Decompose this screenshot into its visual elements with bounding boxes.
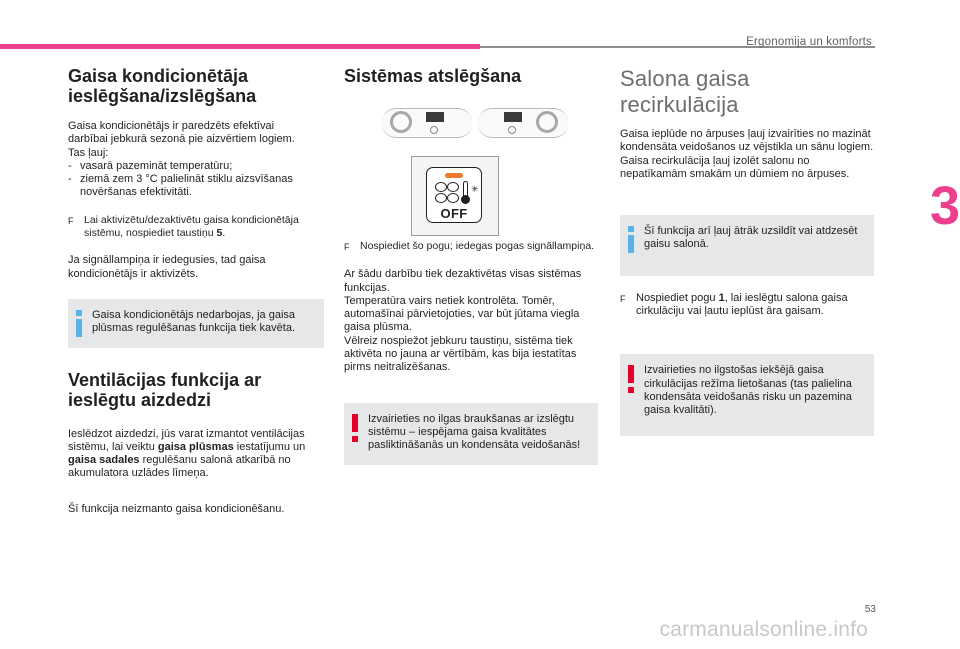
text-bold: gaisa plūsmas	[157, 440, 234, 453]
info-icon	[76, 310, 82, 338]
heading-line-2: ieslēgšana/izslēgšana	[68, 86, 257, 106]
instruction-text: Nospiediet šo pogu; iedegas pogas signāllampiņa.	[360, 240, 595, 252]
paragraph-line: Gaisa recirkulācija ļauj izolēt salonu no nepatīkamām smakām un dūmiem no ārpuses.	[620, 154, 850, 180]
intro-line: Gaisa kondicionētājs ir paredzēts efektīvai	[68, 120, 275, 132]
list-item	[68, 160, 324, 173]
indicator-lamp-icon	[445, 173, 463, 178]
watermark[interactable]: carmanualsonline.info	[659, 618, 868, 641]
heading-line-1: Ventilācijas funkcija ar	[68, 369, 262, 390]
intro-paragraph	[68, 120, 324, 160]
off-label: OFF	[440, 206, 468, 221]
off-button-illustration	[411, 156, 499, 236]
info-note-text: Šī funkcija arī ļauj ātrāk uzsildīt vai atdzesēt gaisu salonā.	[644, 225, 858, 251]
dashboard-right-icon	[478, 108, 568, 138]
benefits-list	[68, 160, 324, 200]
warning-note-text: Izvairieties no ilgas braukšanas ar izslēgtu sistēmu – iespējama gaisa kvalitātes pasliktināšanās un kondensāta veidošanās!	[368, 412, 581, 452]
list-dash: -	[68, 159, 72, 172]
instruction-text-part: Nospiediet pogu	[636, 291, 719, 304]
instruction-text-part: .	[222, 227, 226, 240]
paragraph-line: Gaisa ieplūde no ārpuses ļauj izvairīties no mazināt kondensāta veidošanos uz vējstikla un sānu logiem.	[620, 128, 874, 154]
header-accent-bar	[0, 44, 480, 49]
warning-note-text: Izvairieties no ilgstošas iekšējā gaisa cirkulācijas režīma lietošanas (tas palielina kondensāta veidošanās risku un pazemina gaisa kvalitāti).	[644, 364, 852, 417]
instruction-text	[84, 214, 324, 241]
thermometer-icon	[461, 181, 469, 205]
instruction-text-part: Lai aktivizētu/dezaktivētu gaisa kondicionētāja sistēmu, nospiediet taustiņu	[84, 213, 299, 240]
instruction-text	[636, 292, 874, 319]
heading-system-off: Sistēmas atslēgšana	[344, 66, 522, 86]
heading-recirculation: Salona gaisa recirkulācija	[620, 66, 750, 117]
list-text: vasarā pazemināt temperatūru;	[80, 159, 233, 172]
instruction-bullet	[620, 292, 874, 319]
heading-ventilation	[68, 370, 324, 410]
button-number: 5	[216, 227, 223, 240]
list-item	[68, 173, 324, 200]
intro-line: Tas ļauj:	[68, 146, 109, 159]
intro-line: darbībai jebkurā sezonā pie aizvērtiem logiem.	[68, 133, 295, 146]
status-paragraph: Ja signāllampiņa ir iedegusies, tad gaisa kondicionētājs ir aktivizēts.	[68, 254, 266, 280]
text-bold: gaisa sadales	[68, 454, 140, 467]
heading-line-1: Gaisa kondicionētāja	[68, 66, 249, 86]
column-system-off	[344, 66, 598, 465]
info-note	[68, 299, 324, 348]
dashboard-left-icon	[382, 108, 472, 138]
instruction-bullet	[68, 214, 324, 241]
bullet-marker-icon: F	[344, 242, 350, 252]
text-part: regulēšanu salonā atkarībā no akumulatora uzlādes līmeņa.	[68, 454, 291, 480]
chapter-number: 3	[930, 176, 960, 236]
heading-line-2: ieslēgtu aizdedzi	[68, 389, 212, 410]
fan-icon	[433, 182, 461, 206]
paragraph	[620, 128, 874, 181]
warning-note	[620, 354, 874, 435]
ventilation-note: Šī funkcija neizmanto gaisa kondicionēšanu.	[68, 502, 285, 515]
warning-icon	[352, 414, 358, 442]
paragraph-line: Temperatūra vairs netiek kontrolēta. Tomēr, automašīnai pārvietojoties, var būt jūtama viegla gaisa plūsma.	[344, 294, 580, 334]
chapter-tab	[920, 170, 960, 242]
snowflake-icon: ✳	[471, 184, 479, 194]
column-recirculation	[620, 66, 874, 436]
bullet-marker-icon: F	[620, 293, 626, 304]
warning-note	[344, 403, 598, 465]
section-title: Ergonomija un komforts	[746, 36, 872, 48]
paragraph-line: Vēlreiz nospiežot jebkuru taustiņu, sistēma tiek aktivēta no jauna ar vērtībām, kas bija iestatītas pirms neitralizēšanas.	[344, 334, 577, 374]
instruction-text-part: , lai ieslēgtu salona gaisa cirkulāciju vai ļautu ieplūst āra gaisam.	[636, 291, 848, 318]
button-number: 1	[718, 291, 725, 304]
paragraph-line: Ar šādu darbību tiek dezaktivētas visas sistēmas funkcijas.	[344, 268, 582, 294]
list-text: ziemā zem 3 °C palielināt stiklu aizsvīšanas novēršanas efektivitāti.	[80, 173, 293, 199]
heading-ac-on-off	[68, 66, 324, 106]
off-button	[426, 167, 482, 223]
ventilation-paragraph	[68, 428, 324, 481]
instruction-bullet	[344, 240, 598, 254]
page-number: 53	[864, 604, 876, 615]
column-air-conditioning	[68, 66, 324, 516]
info-icon	[628, 226, 634, 254]
bullet-marker-icon: F	[68, 215, 74, 226]
list-dash: -	[68, 173, 72, 186]
info-note-text: Gaisa kondicionētājs nedarbojas, ja gaisa plūsmas regulēšanas funkcija tiek kavēta.	[92, 308, 296, 335]
warning-icon	[628, 365, 634, 393]
info-note	[620, 215, 874, 276]
text-part: Ieslēdzot aizdedzi, jūs varat izmantot ventilācijas sistēmu, lai veiktu	[68, 427, 305, 453]
text-part: iestatījumu un	[233, 440, 306, 453]
paragraph	[344, 268, 598, 374]
control-panel-figure	[344, 102, 598, 220]
